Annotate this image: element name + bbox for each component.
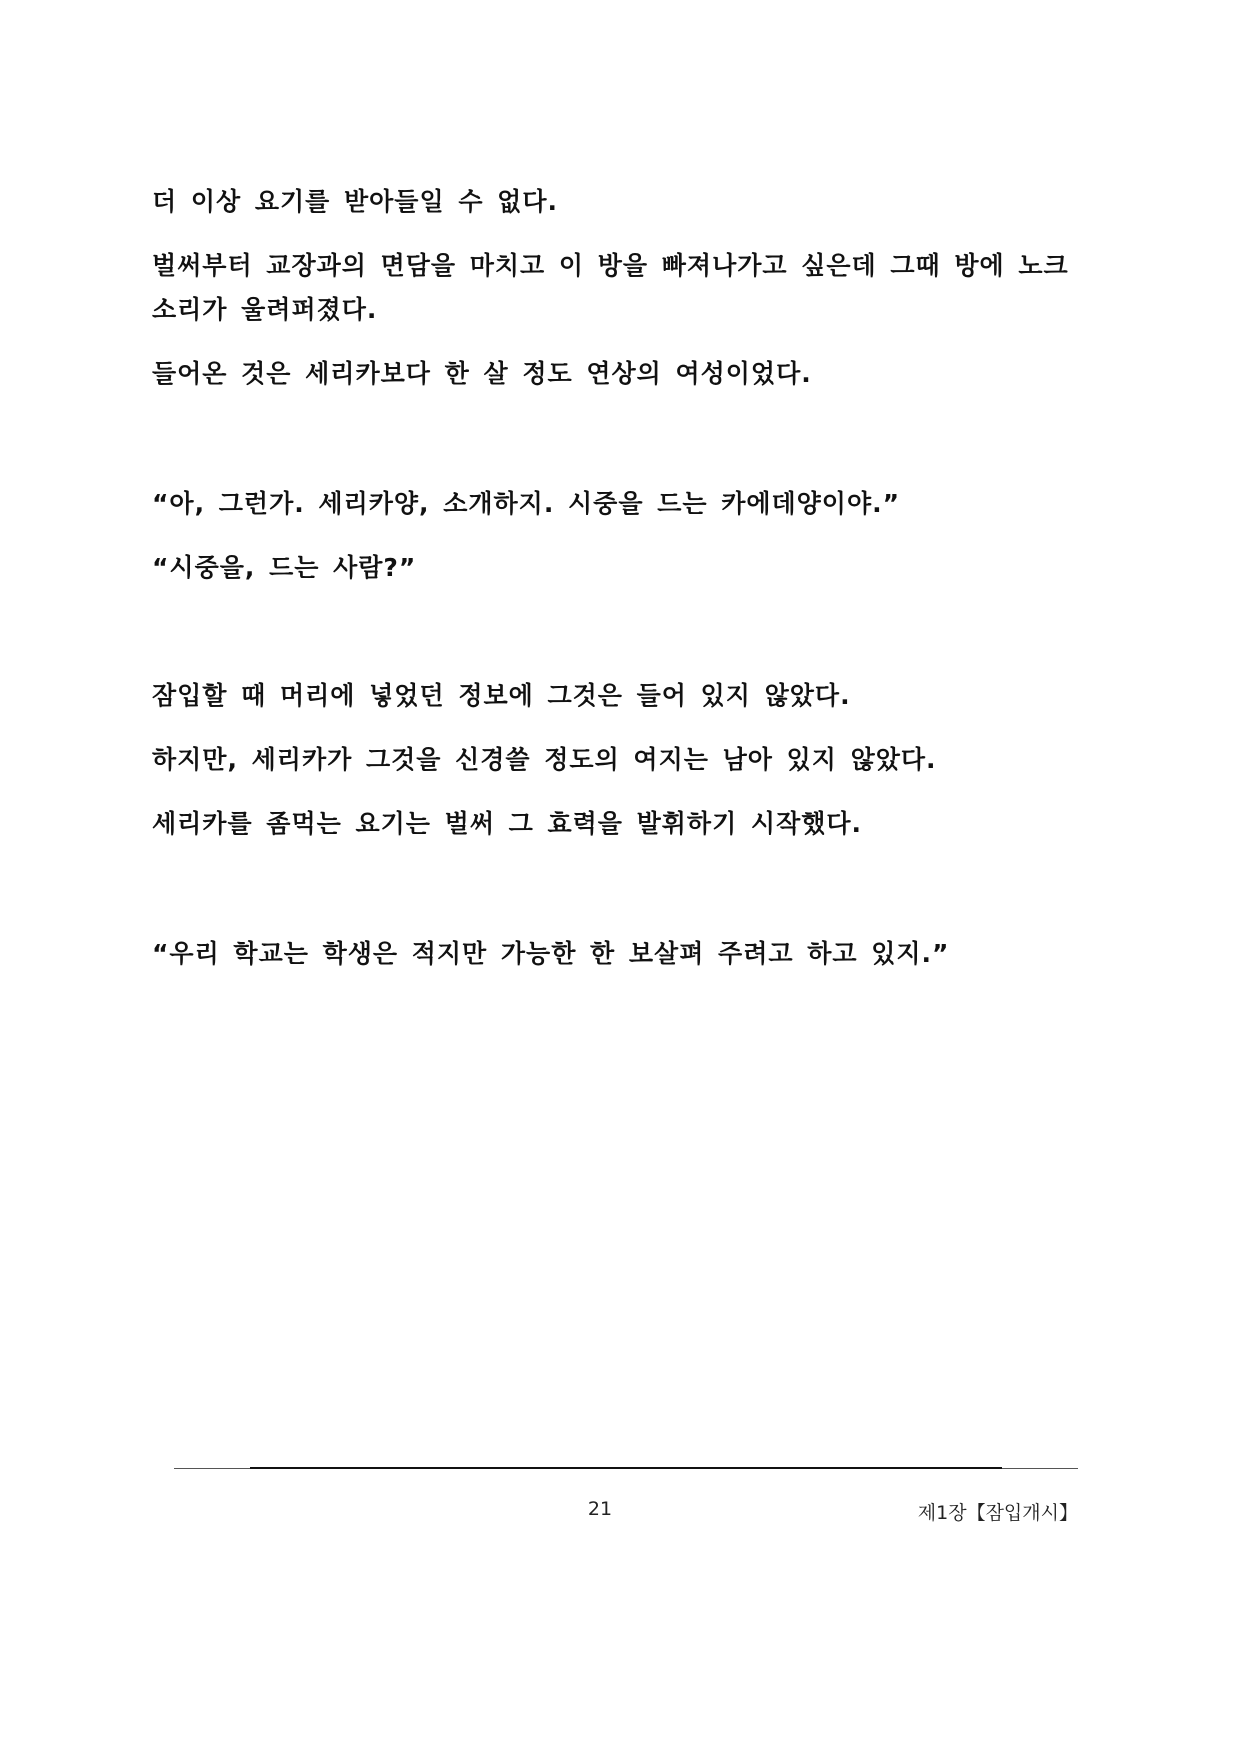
paragraph [152,180,558,224]
dialogue-paragraph [152,932,949,976]
text-line: “아, 그런가. 세리카양, 소개하지. 시중을 드는 카에데양이야.” [152,489,901,518]
chapter-label: 제1장【잠입개시】 [917,1502,1078,1524]
paragraph [152,738,937,782]
paragraph [152,352,812,396]
text-line: “우리 학교는 학생은 적지만 가능한 한 보살펴 주려고 하고 있지.” [152,939,950,968]
paragraph [152,674,851,718]
text-line: 더 이상 요기를 받아들일 수 없다. [152,187,558,216]
text-line: 세리카를 좀먹는 요기는 벌써 그 효력을 발휘하기 시작했다. [152,809,863,838]
dialogue-paragraph [152,546,416,590]
text-line: 잠입할 때 머리에 넣었던 정보에 그것은 들어 있지 않았다. [152,681,851,710]
paragraph [152,802,862,846]
text-line: 벌써부터 교장과의 면담을 마치고 이 방을 빠져나가고 싶은데 그때 방에 노크 [152,251,1069,280]
text-line: “시중을, 드는 사람?” [152,553,417,582]
page-number: 21 [587,1498,613,1520]
dialogue-paragraph [152,482,900,526]
footer-divider-accent [250,1467,1002,1469]
text-line: 소리가 울려퍼졌다. [152,295,378,324]
paragraph [152,244,1069,332]
text-line: 하지만, 세리카가 그것을 신경쓸 정도의 여지는 남아 있지 않았다. [152,745,937,774]
text-line: 들어온 것은 세리카보다 한 살 정도 연상의 여성이었다. [152,359,812,388]
